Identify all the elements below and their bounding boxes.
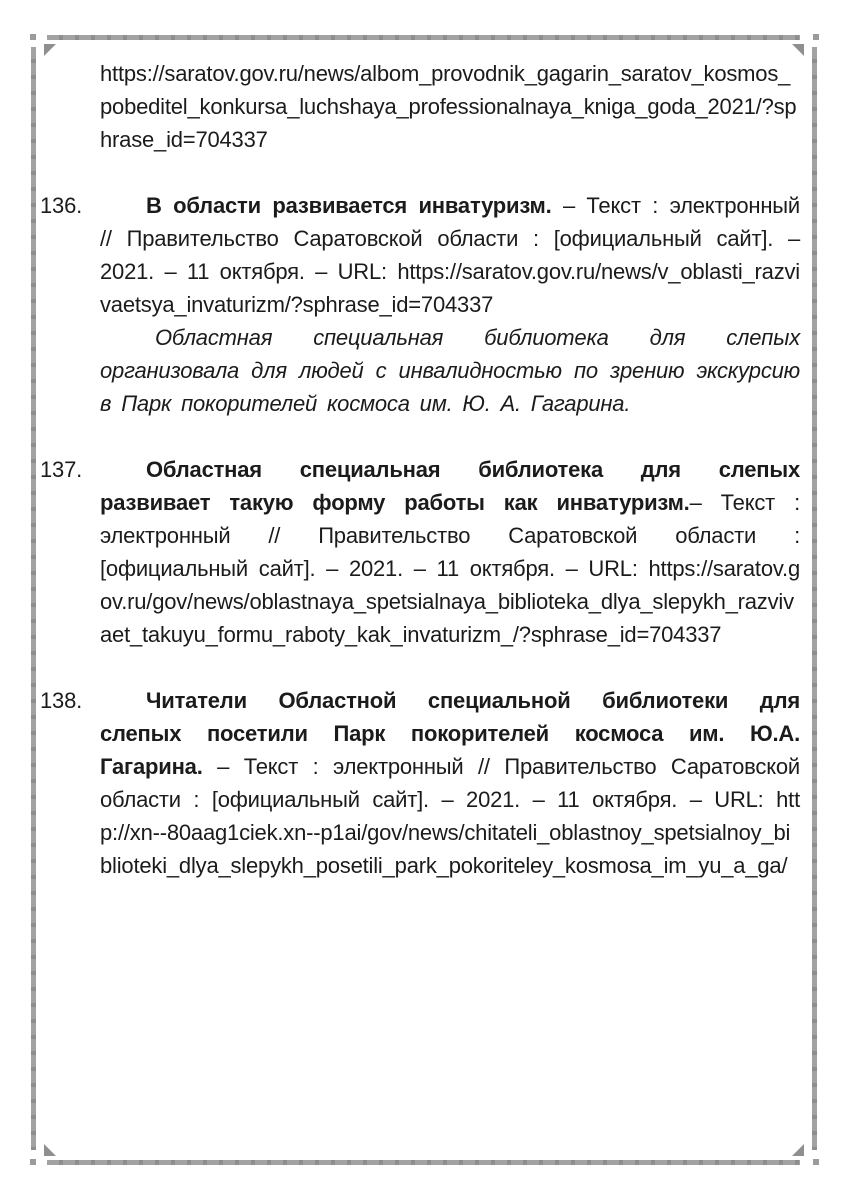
entry-body: – Текст : электронный // Правительство Саратовской области : [официальный сайт]. – 2021. – 11 октября. – URL: [100, 754, 800, 812]
bibliography-list [40, 57, 800, 882]
citation-entry [40, 189, 800, 321]
border-corner-triangle-icon [44, 1144, 56, 1156]
citation-entry [40, 453, 800, 651]
url-continuation: https://saratov.gov.ru/news/albom_provodnik_gagarin_saratov_kosmos_pobeditel_konkursa_luchshaya_professionalnaya_kniga_goda_2021/?sphrase_id=704337 [100, 61, 797, 152]
entry-url: https://saratov.gov.ru/gov/news/oblastnaya_spetsialnaya_biblioteka_dlya_slepykh_razvivaet_takuyu_formu_raboty_kak_invaturizm_/?sphrase_id=704337 [100, 556, 800, 647]
border-corner-triangle-icon [44, 44, 56, 56]
page-border-bottom [47, 1160, 800, 1165]
page-border-top [47, 35, 800, 40]
entry-number: 136. [40, 193, 83, 218]
border-corner-triangle-icon [792, 1144, 804, 1156]
entry-title: В области развивается инватуризм. [146, 193, 552, 218]
page-border-right [812, 47, 817, 1150]
entry-annotation: Областная специальная библиотека для слепых организовала для людей с инвалидностью по зрению экскурсию в Парк покорителей космоса им. Ю. А. Гагарина. [100, 325, 800, 416]
border-corner-triangle-icon [792, 44, 804, 56]
entry-number: 137. [40, 457, 83, 482]
border-corner-square-icon [30, 34, 36, 40]
border-corner-square-icon [813, 1159, 819, 1165]
entry-number: 138. [40, 688, 83, 713]
citation-entry [40, 684, 800, 882]
border-corner-square-icon [813, 34, 819, 40]
entry-url: http://xn--80aag1ciek.xn--p1ai/gov/news/chitateli_oblastnoy_spetsialnoy_biblioteki_dlya_slepykh_posetili_park_pokoriteley_kosmosa_im_yu_a_ga/ [100, 787, 800, 878]
border-corner-square-icon [30, 1159, 36, 1165]
entry-body: – Текст : электронный // Правительство Саратовской области : [официальный сайт]. – 2021. – 11 октября. – URL: [100, 193, 800, 284]
page-border-left [31, 47, 36, 1150]
entry-body: – Текст : электронный // Правительство Саратовской области : [официальный сайт]. – 2021. – 11 октября. – URL: [100, 490, 800, 581]
entry-title: Областная специальная библиотека для слепых развивает такую форму работы как инватуризм. [100, 457, 800, 515]
entry-url: https://saratov.gov.ru/news/v_oblasti_razvivaetsya_invaturizm/?sphrase_id=704337 [100, 259, 800, 317]
entry-title: Читатели Областной специальной библиотеки для слепых посетили Парк покорителей космоса им. Ю.А. Гагарина. [100, 688, 800, 779]
